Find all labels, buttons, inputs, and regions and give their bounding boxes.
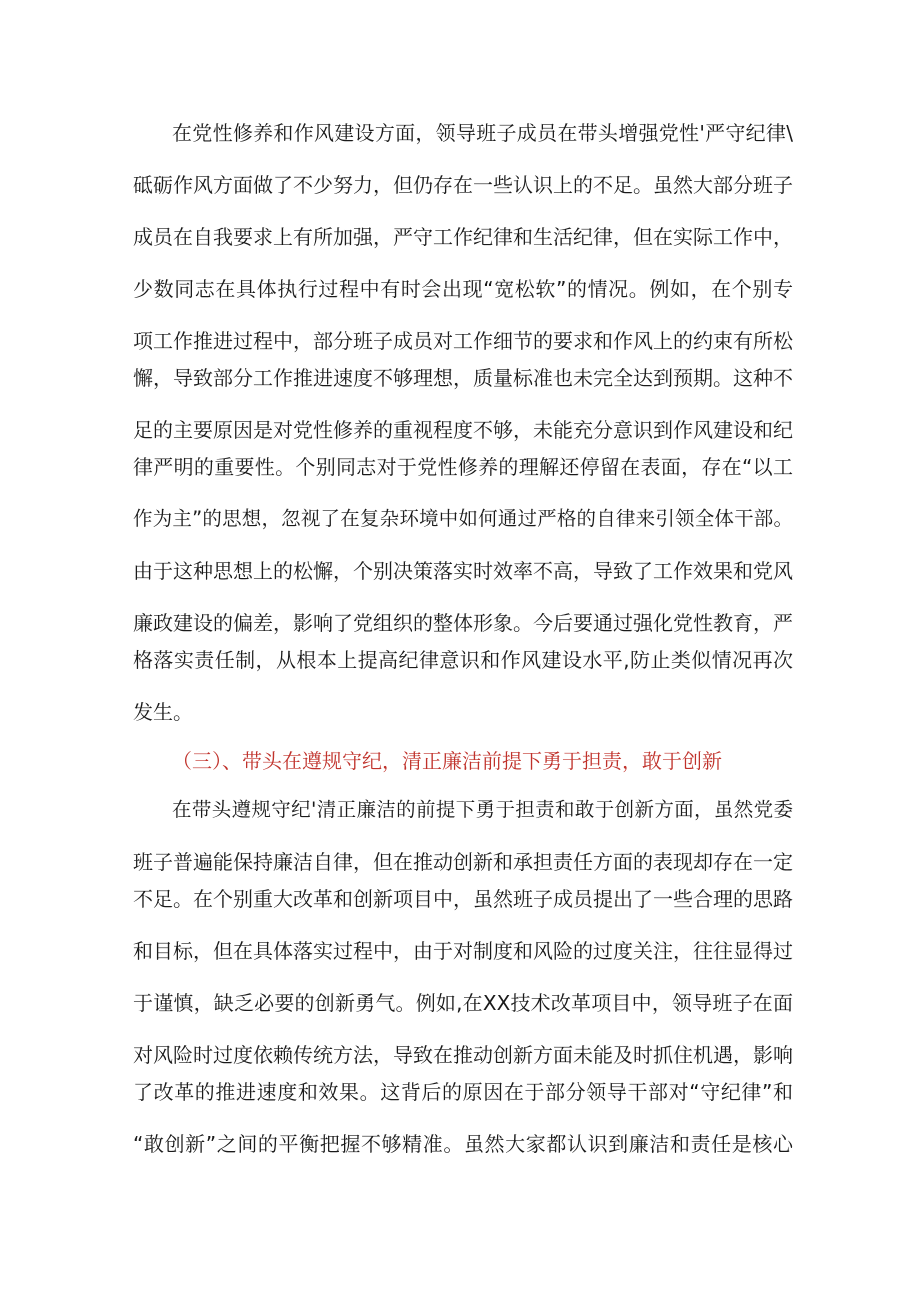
paragraph-1-line-13: 发生。 (133, 700, 193, 724)
paragraph-1-line-3: 成员在自我要求上有所加强，严守工作纪律和生活纪律，但在实际工作中， (133, 225, 793, 249)
paragraph-1-line-7: 足的主要原因是对党性修养的重视程度不够，未能充分意识到作风建设和纪 (133, 418, 793, 442)
paragraph-1-line-6: 懈，导致部分工作推进速度不够理想，质量标准也未完全达到预期。这种不 (133, 366, 793, 390)
paragraph-2-line-1: 在带头遵规守纪'清正廉洁的前提下勇于担责和敢于创新方面，虽然党委 (172, 798, 793, 821)
paragraph-1-line-2: 砥砺作风方面做了不少努力，但仍存在一些认识上的不足。虽然大部分班子 (133, 173, 793, 197)
paragraph-2-line-4: 和目标，但在具体落实过程中，由于对制度和风险的过度关注，往往显得过 (133, 939, 793, 963)
paragraph-1-line-8: 律严明的重要性。个别同志对于党性修养的理解还停留在表面，存在“以工 (133, 455, 793, 479)
paragraph-1-line-12: 格落实责任制，从根本上提高纪律意识和作风建设水平,防止类似情况再次 (133, 648, 793, 672)
paragraph-1-line-4: 少数同志在具体执行过程中有时会出现“宽松软”的情况。例如，在个别专 (133, 277, 793, 301)
paragraph-2-line-7: 了改革的推进速度和效果。这背后的原因在于部分领导干部对“守纪律”和 (133, 1080, 793, 1104)
paragraph-2-line-2: 班子普遍能保持廉洁自律，但在推动创新和承担责任方面的表现却存在一定 (133, 850, 793, 874)
paragraph-1-line-5: 项工作推进过程中，部分班子成员对工作细节的要求和作风上的约束有所松 (133, 329, 793, 353)
paragraph-1-line-1: 在党性修养和作风建设方面，领导班子成员在带头增强党性'严守纪律\ (172, 121, 793, 145)
paragraph-2-line-5: 于谨慎，缺乏必要的创新勇气。例如,在XX技术改革项目中，领导班子在面 (133, 991, 793, 1015)
paragraph-2-line-8: “敢创新”之间的平衡把握不够精准。虽然大家都认识到廉洁和责任是核心 (133, 1132, 793, 1156)
paragraph-1-line-10: 由于这种思想上的松懈，个别决策落实时效率不高，导致了工作效果和党风 (133, 559, 793, 583)
paragraph-2-line-3: 不足。在个别重大改革和创新项目中，虽然班子成员提出了一些合理的思路 (133, 887, 793, 911)
section-heading-3: （三）、带头在遵规守纪，清正廉洁前提下勇于担责，敢于创新 (172, 749, 722, 773)
paragraph-2-line-6: 对风险时过度依赖传统方法，导致在推动创新方面未能及时抓住机遇，影响 (133, 1043, 793, 1067)
paragraph-1-line-9: 作为主”的思想，忽视了在复杂环境中如何通过严格的自律来引领全体干部。 (133, 507, 793, 530)
paragraph-1-line-11: 廉政建设的偏差，影响了党组织的整体形象。今后要通过强化党性教育，严 (133, 611, 793, 635)
